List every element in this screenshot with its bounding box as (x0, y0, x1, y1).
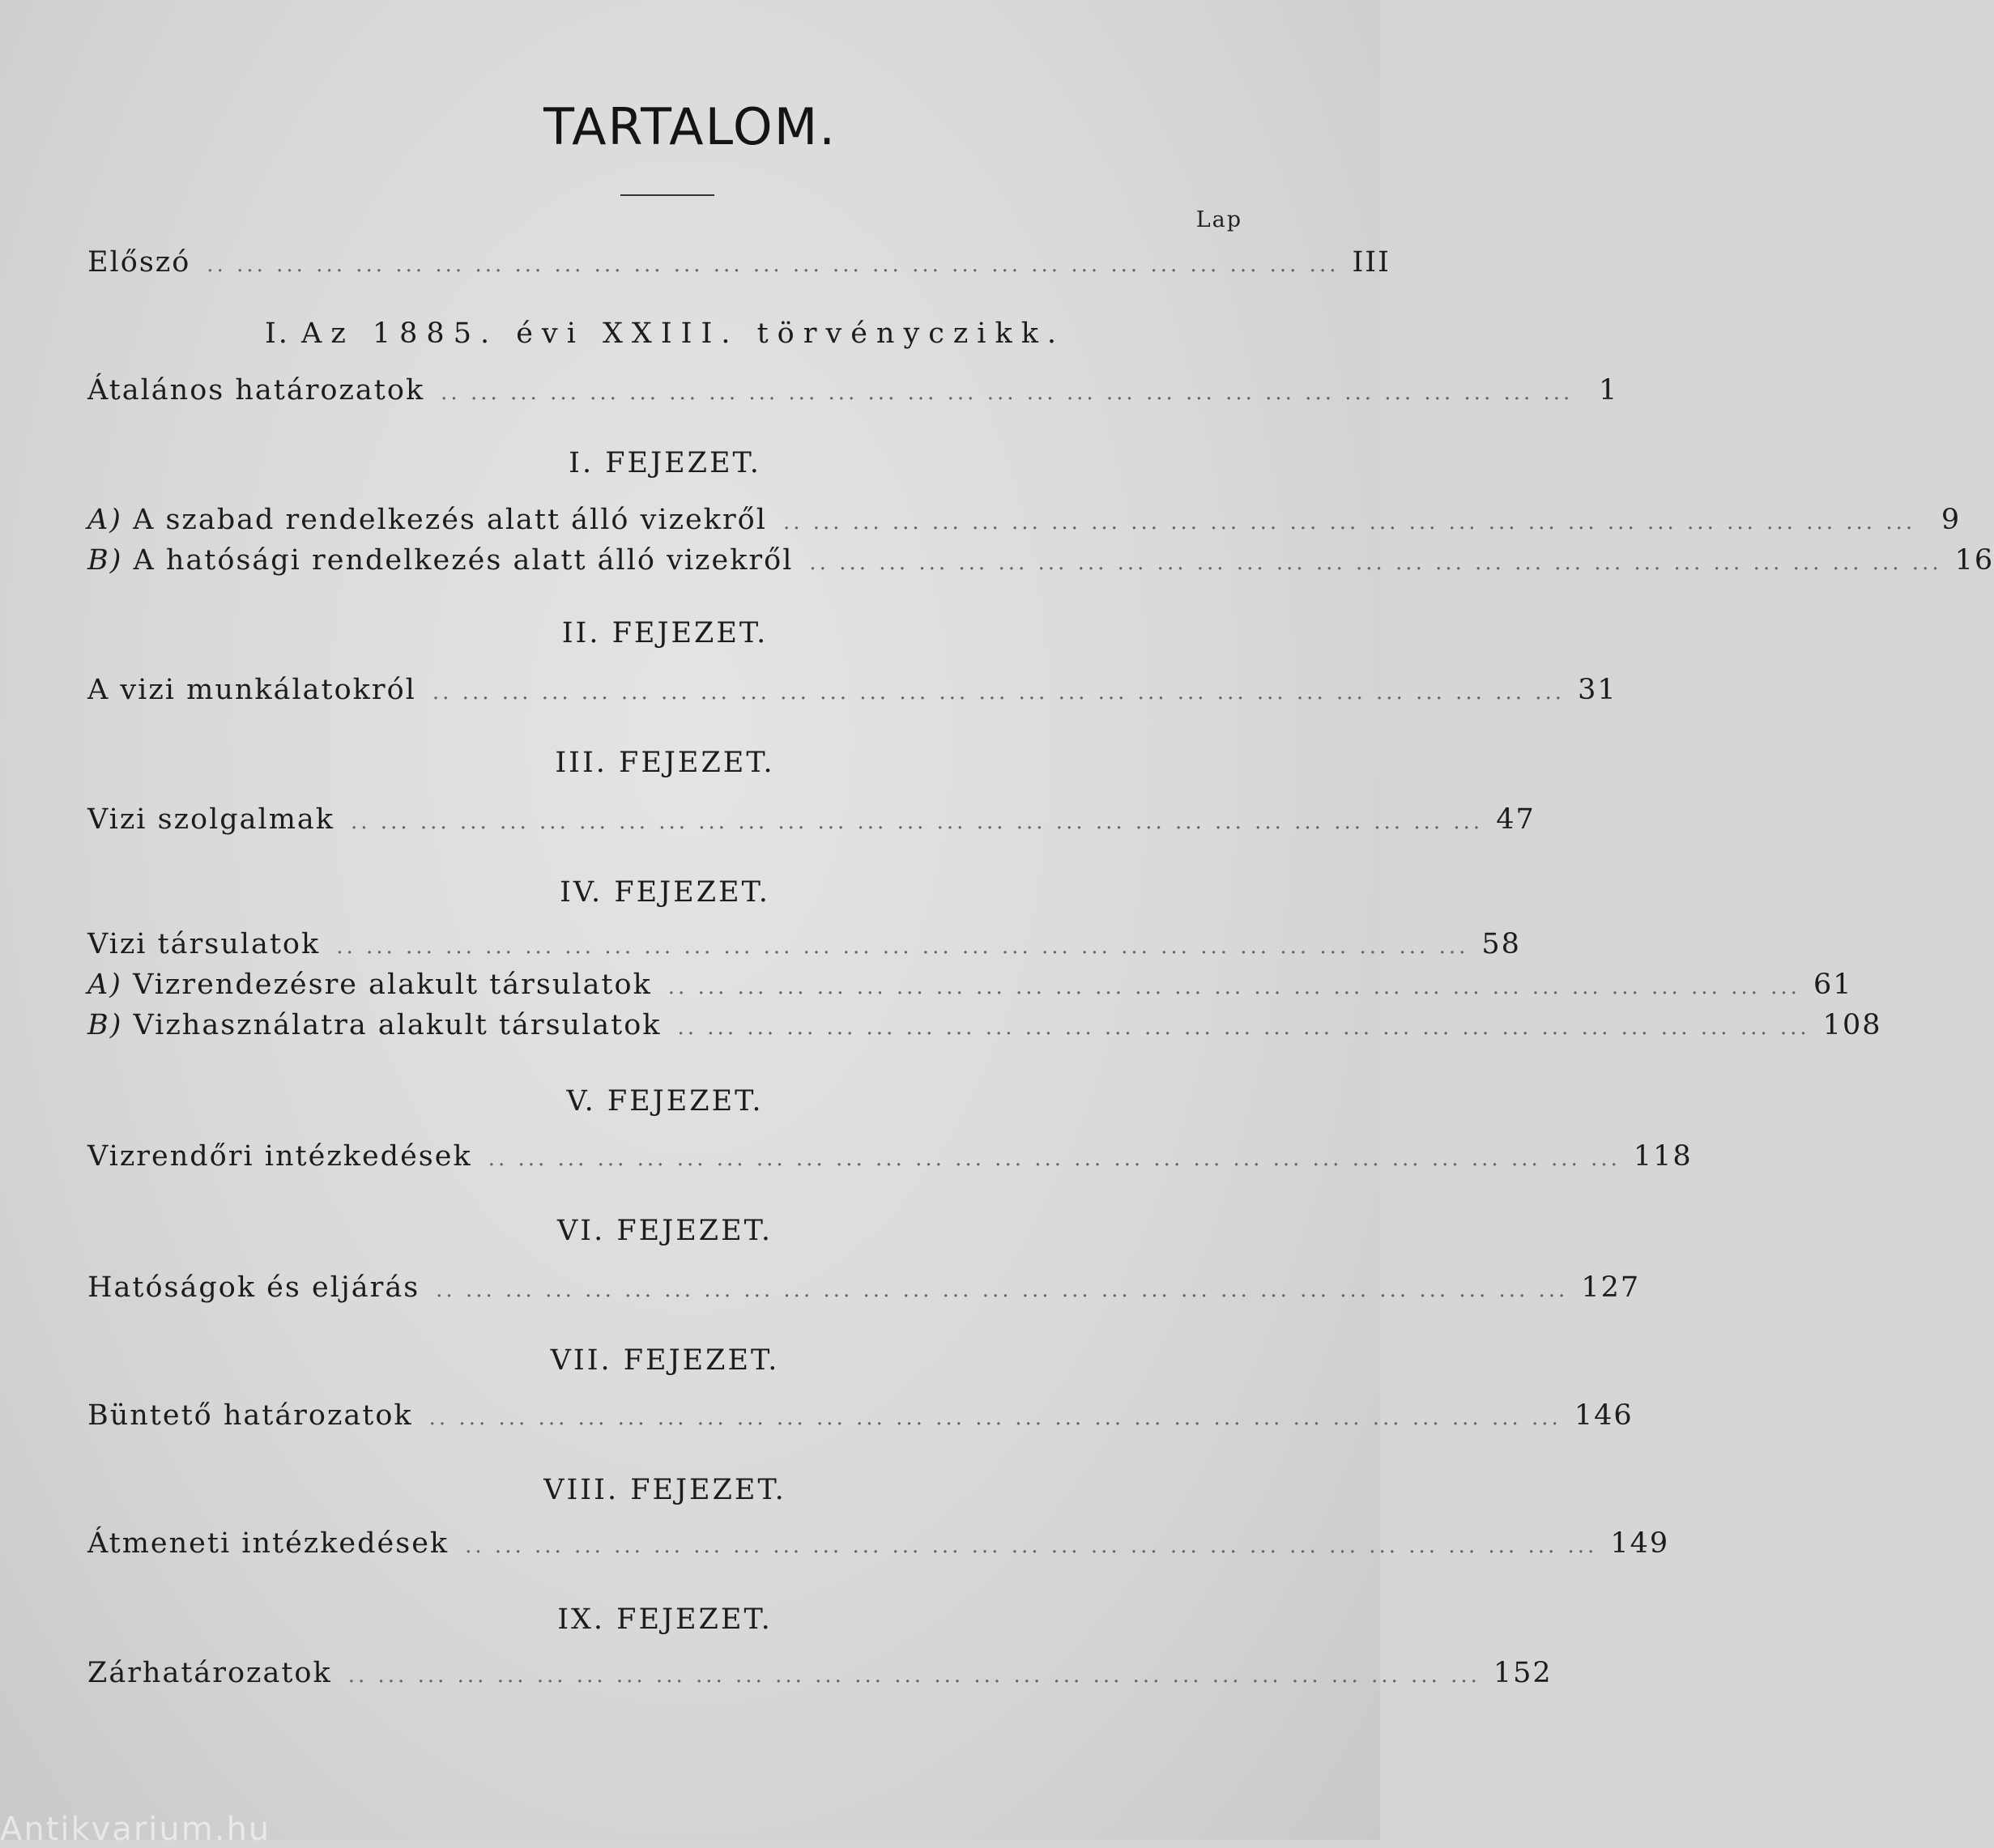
toc-entry-label: Átmeneti intézkedések (87, 1527, 450, 1560)
toc-entry-label: B) A hatósági rendelkezés alatt álló vizekről (87, 544, 794, 577)
toc-entry[interactable] (87, 1524, 1670, 1563)
toc-entry[interactable] (87, 1137, 1693, 1176)
leader-dots: .. ... ... ... ... ... ... ... ... ... ... ... ... ... ... ... ... ... ... ... ... ... ... ... ... ... ... ... ... (336, 935, 1469, 959)
toc-entry-general[interactable] (87, 371, 1619, 410)
page-column-label: Lap (1195, 207, 1242, 232)
toc-entry-page: III (1352, 246, 1391, 279)
toc-entry-page: 1 (1599, 374, 1619, 407)
chapter-heading: VI. FEJEZET. (557, 1215, 773, 1247)
toc-entry-eloszo[interactable] (87, 243, 1391, 282)
toc-entry-label: Átalános határozatok (87, 374, 425, 407)
toc-entry-page: 9 (1941, 504, 1962, 536)
chapter-heading: VIII. FEJEZET. (543, 1474, 786, 1506)
watermark: Antikvarium.hu (0, 1811, 271, 1848)
toc-entry-label: Vizi társulatok (87, 928, 321, 960)
leader-dots: .. ... ... ... ... ... ... ... ... ... ... ... ... ... ... ... ... ... ... ... ... ... ... ... ... ... ... ... ... (428, 1406, 1562, 1430)
toc-entry-page: 146 (1574, 1399, 1634, 1432)
toc-entry[interactable] (87, 925, 1521, 964)
toc-entry[interactable] (87, 1268, 1641, 1307)
toc-entry[interactable] (87, 671, 1617, 709)
part-title: Az 1885. évi XXIII. törvényczikk. (301, 317, 1066, 350)
toc-entry[interactable] (87, 1006, 1882, 1045)
toc-entry-page: 152 (1493, 1657, 1553, 1689)
toc-entry[interactable] (87, 500, 1962, 539)
toc-entry-label: Vizrendőri intézkedések (87, 1140, 472, 1173)
toc-entry-page: 47 (1496, 803, 1536, 836)
chapter-heading: IX. FEJEZET. (557, 1603, 773, 1636)
toc-entry[interactable] (87, 965, 1853, 1004)
toc-entry-label: B) Vizhasználatra alakult társulatok (87, 1009, 662, 1041)
entry-prefix: B) (87, 1009, 123, 1041)
part-heading (87, 314, 1242, 353)
page-title: TARTALOM. (543, 97, 837, 156)
toc-entry-page: 127 (1581, 1271, 1641, 1304)
toc-entry-page: 118 (1633, 1140, 1693, 1173)
chapter-heading: III. FEJEZET. (555, 747, 775, 779)
toc-entry-page: 61 (1813, 969, 1853, 1001)
leader-dots: .. ... ... ... ... ... ... ... ... ... ... ... ... ... ... ... ... ... ... ... ... ... ... ... ... ... ... ... ... (465, 1534, 1598, 1558)
leader-dots: .. ... ... ... ... ... ... ... ... ... ... ... ... ... ... ... ... ... ... ... ... ... ... ... ... ... ... ... ... (351, 810, 1484, 834)
toc-entry-page: 58 (1481, 928, 1521, 960)
toc-entry-label: A vizi munkálatokról (87, 674, 416, 706)
leader-dots: .. ... ... ... ... ... ... ... ... ... ... ... ... ... ... ... ... ... ... ... ... ... ... ... ... ... ... ... ... (488, 1147, 1621, 1171)
toc-entry-label: Büntető határozatok (87, 1399, 413, 1432)
entry-prefix: A) (87, 504, 122, 536)
toc-entry[interactable] (87, 1654, 1553, 1693)
leader-dots: .. ... ... ... ... ... ... ... ... ... ... ... ... ... ... ... ... ... ... ... ... ... ... ... ... ... ... ... ... (677, 1016, 1810, 1040)
chapter-heading: VII. FEJEZET. (550, 1344, 780, 1377)
leader-dots: .. ... ... ... ... ... ... ... ... ... ... ... ... ... ... ... ... ... ... ... ... ... ... ... ... ... ... ... ... (809, 551, 1942, 575)
chapter-heading: IV. FEJEZET. (560, 876, 770, 909)
toc-entry-page: 149 (1610, 1527, 1670, 1560)
chapter-heading: I. FEJEZET. (569, 447, 761, 479)
toc-entry-label: Hatóságok és eljárás (87, 1271, 420, 1304)
chapter-heading: V. FEJEZET. (566, 1085, 764, 1118)
title-rule (620, 194, 714, 196)
toc-entry-label: A) A szabad rendelkezés alatt álló vizekről (87, 504, 767, 536)
leader-dots: .. ... ... ... ... ... ... ... ... ... ... ... ... ... ... ... ... ... ... ... ... ... ... ... ... ... ... ... ... (432, 680, 1566, 705)
toc-entry-page: 16 (1954, 544, 1994, 577)
leader-dots: .. ... ... ... ... ... ... ... ... ... ... ... ... ... ... ... ... ... ... ... ... ... ... ... ... ... ... ... ... (207, 253, 1340, 277)
toc-entry[interactable] (87, 1396, 1634, 1435)
leader-dots: .. ... ... ... ... ... ... ... ... ... ... ... ... ... ... ... ... ... ... ... ... ... ... ... ... ... ... ... ... (782, 510, 1916, 534)
entry-prefix: B) (87, 544, 123, 577)
part-number: I. (264, 317, 302, 350)
toc-entry[interactable] (87, 541, 1994, 580)
toc-entry-label: A) Vizrendezésre alakult társulatok (87, 969, 652, 1001)
toc-entry-page: 31 (1578, 674, 1617, 706)
chapter-heading: II. FEJEZET. (561, 617, 769, 649)
toc-entry-label: Előszó (87, 246, 191, 279)
toc-entry-label: Vizi szolgalmak (87, 803, 335, 836)
leader-dots: .. ... ... ... ... ... ... ... ... ... ... ... ... ... ... ... ... ... ... ... ... ... ... ... ... ... ... ... ... (441, 381, 1574, 405)
entry-prefix: A) (87, 969, 122, 1001)
toc-entry[interactable] (87, 800, 1536, 839)
leader-dots: .. ... ... ... ... ... ... ... ... ... ... ... ... ... ... ... ... ... ... ... ... ... ... ... ... ... ... ... ... (347, 1663, 1481, 1688)
toc-entry-page: 108 (1822, 1009, 1882, 1041)
leader-dots: .. ... ... ... ... ... ... ... ... ... ... ... ... ... ... ... ... ... ... ... ... ... ... ... ... ... ... ... ... (667, 975, 1800, 999)
toc-entry-label: Zárhatározatok (87, 1657, 332, 1689)
leader-dots: .. ... ... ... ... ... ... ... ... ... ... ... ... ... ... ... ... ... ... ... ... ... ... ... ... ... ... ... ... (436, 1278, 1569, 1302)
